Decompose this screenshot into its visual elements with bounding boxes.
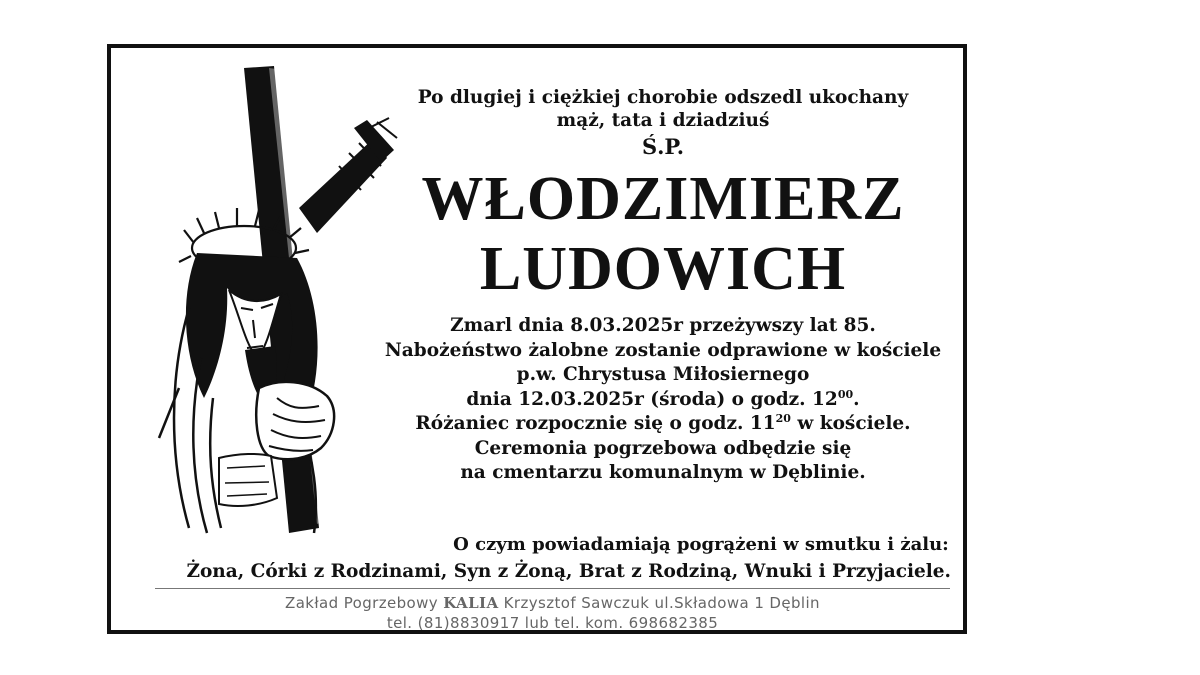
ceremony-line-2: na cmentarzu komunalnym w Dęblinie. xyxy=(460,462,866,483)
rosary-end: w kościele. xyxy=(790,413,911,434)
funeral-home-contact: tel. (81)8830917 lub tel. kom. 698682385 xyxy=(386,614,719,632)
main-text xyxy=(373,86,953,486)
family-line: Żona, Córki z Rodzinami, Syn z Żoną, Brat z Rodziną, Wnuki i Przyjaciele. xyxy=(186,561,951,582)
service-line: Nabożeństwo żalobne zostanie odprawione w kościele xyxy=(384,339,942,361)
service-date-end: . xyxy=(853,388,860,410)
rosary-text: Różaniec rozpocznie się o godz. 11 xyxy=(415,413,776,434)
intro-line-1: Po dlugiej i ciężkiej chorobie odszedl ukochany xyxy=(417,87,909,108)
funeral-home-brand: KALIA xyxy=(443,594,499,612)
funeral-home-address xyxy=(155,593,950,613)
last-name: LUDOWICH xyxy=(479,235,847,303)
christ-carrying-cross-icon xyxy=(149,58,399,538)
footer-divider xyxy=(155,588,950,589)
death-date-line: Zmarl dnia 8.03.2025r przeżywszy lat 85. xyxy=(450,315,876,336)
footer-suffix: Krzysztof Sawczuk ul.Składowa 1 Dęblin xyxy=(498,594,820,612)
first-name: WŁODZIMIERZ xyxy=(421,165,905,233)
church-line: p.w. Chrystusa Miłosiernego xyxy=(516,364,810,385)
funeral-home-footer xyxy=(155,593,950,633)
service-date-text: dnia 12.03.2025r (środa) o godz. 12 xyxy=(466,388,838,410)
ceremony-line-1: Ceremonia pogrzebowa odbędzie się xyxy=(474,437,852,459)
service-date-line xyxy=(373,388,953,413)
rosary-time-minutes: 20 xyxy=(775,411,791,425)
obituary-frame xyxy=(107,44,967,634)
honorific: Ś.P. xyxy=(641,134,685,159)
footer-prefix: Zakład Pogrzebowy xyxy=(285,594,444,612)
notify-line: O czym powiadamiają pogrążeni w smutku i żalu: xyxy=(453,534,949,555)
details xyxy=(373,314,953,486)
rosary-line xyxy=(373,412,953,437)
intro-line-2: mąż, tata i dziadziuś xyxy=(556,110,770,131)
service-time-minutes: 00 xyxy=(837,387,854,401)
